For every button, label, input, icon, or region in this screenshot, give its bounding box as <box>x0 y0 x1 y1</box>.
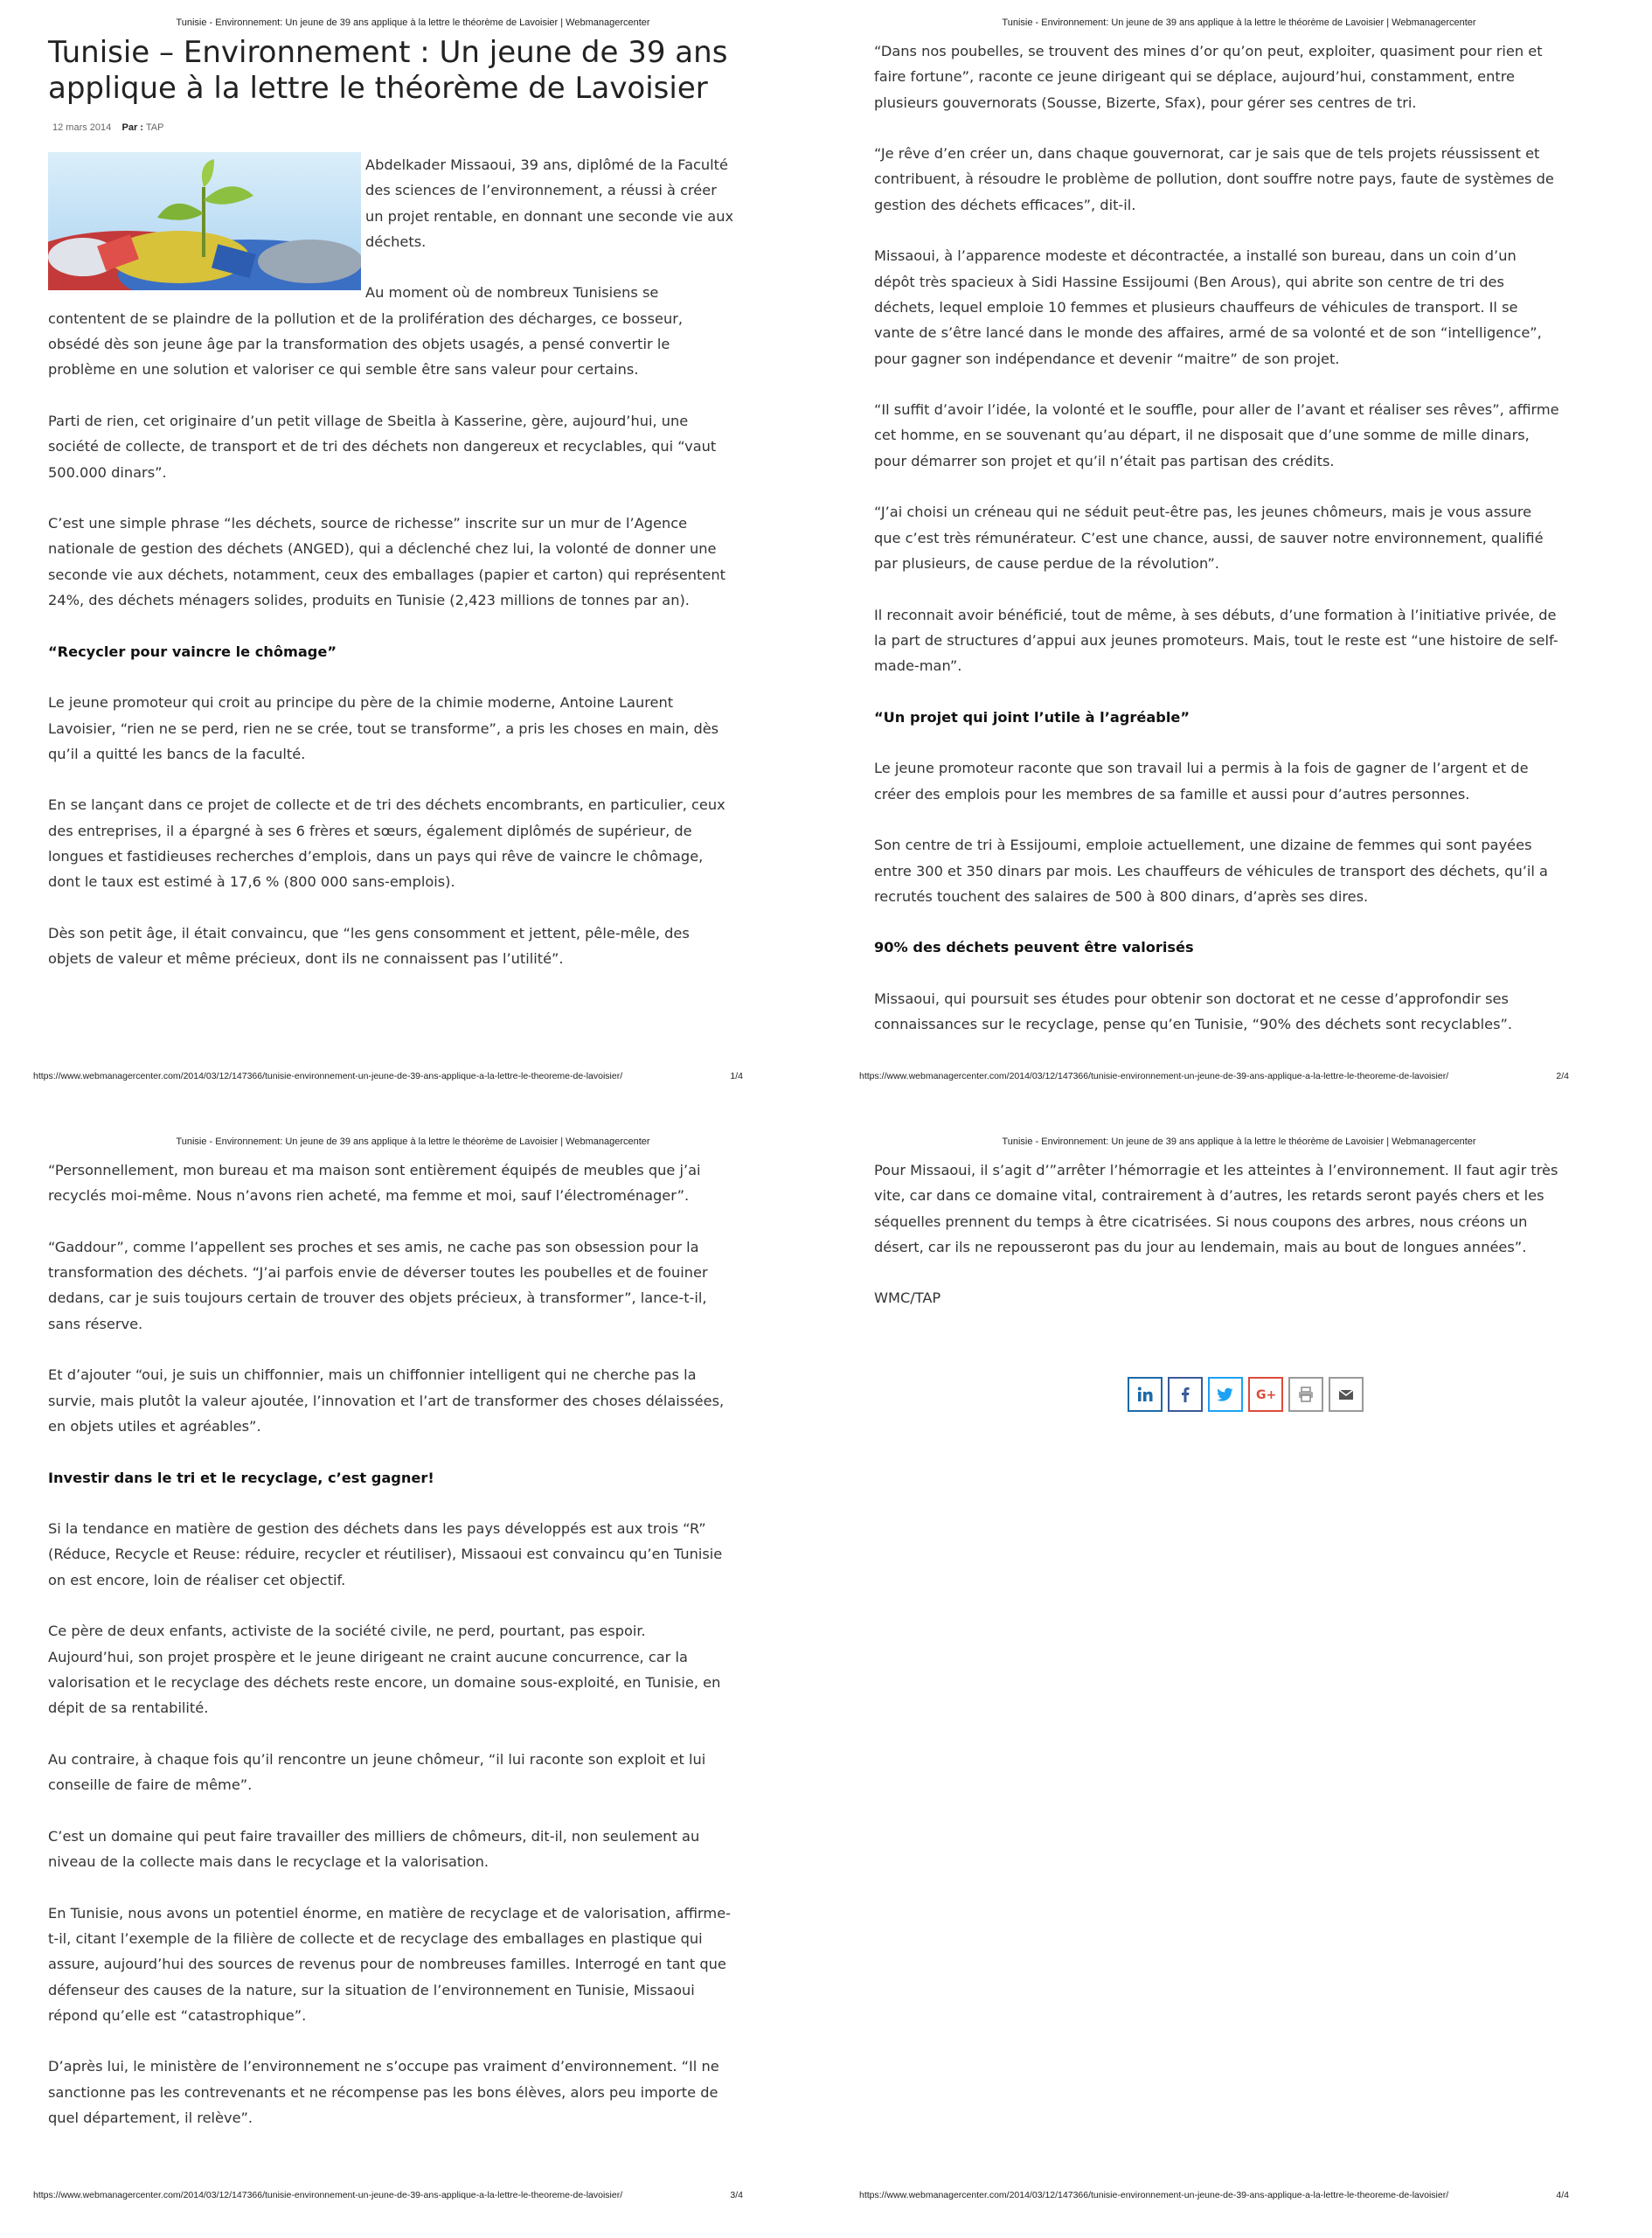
section-subheading: Investir dans le tri et le recyclage, c’est gagner! <box>48 1469 434 1486</box>
title-headline: Un jeune de 39 ans applique à la lettre le théorème de Lavoisier <box>48 35 728 106</box>
paragraph: En se lançant dans ce projet de collecte et de tri des déchets encombrants, en particulier, ceux des entreprises, il a épargné à ses 6 frères et sœurs, également diplômés de supérieur, de longues et fastidieuses recherches d’emplois, dans un pays qui rêve de vaincre le chômage, dont le taux est estimé à 17,6 % (800 000 sans-emplois). <box>48 796 725 891</box>
print-button[interactable] <box>1288 1377 1323 1412</box>
footer-url: https://www.webmanagercenter.com/2014/03/12/147366/tunisie-environnement-un-jeune-de-39-ans-applique-a-la-lettre-le-theoreme-de-lavoisier/ <box>859 1071 1449 1081</box>
googleplus-share-button[interactable] <box>1248 1377 1283 1412</box>
paragraph: Ce père de deux enfants, activiste de la société civile, ne perd, pourtant, pas espoir. Aujourd’hui, son projet prospère et le jeune dirigeant ne craint aucune concurrence, car la valorisation et le recyclage des déchets reste encore, un domaine sous-exploité, en Tunisie, en dépit de sa rentabilité. <box>48 1623 721 1717</box>
paragraph: Abdelkader Missaoui, 39 ans, diplômé de la Faculté des sciences de l’environnement, a réussi à créer un projet rentable, en donnant une seconde vie aux déchets. <box>365 156 734 250</box>
article-meta <box>52 122 163 133</box>
twitter-share-button[interactable] <box>1208 1377 1243 1412</box>
page-header: Tunisie - Environnement: Un jeune de 39 ans applique à la lettre le théorème de Lavoisier | Webmanagercenter <box>176 1136 650 1147</box>
paragraph: “Personnellement, mon bureau et ma maison sont entièrement équipés de meubles que j’ai recyclés moi-même. Nous n’avons rien acheté, ma femme et moi, sauf l’électroménager”. <box>48 1162 701 1205</box>
page-number: 3/4 <box>730 2190 743 2200</box>
article-body <box>874 1157 1560 1337</box>
paragraph: Le jeune promoteur raconte que son travail lui a permis à la fois de gagner de l’argent et de créer des emplois pour les membres de sa famille et aussi pour d’autres personnes. <box>874 760 1529 803</box>
page-3 <box>0 1119 826 2238</box>
article-photo <box>48 152 361 290</box>
section-subheading: “Recycler pour vaincre le chômage” <box>48 643 337 660</box>
paragraph: Dès son petit âge, il était convaincu, que “les gens consomment et jettent, pêle-mêle, des objets de valeur et même précieux, dont ils ne connaissent pas l’utilité”. <box>48 924 690 968</box>
article-date: 12 mars 2014 <box>52 122 112 133</box>
byline-label: Par : <box>121 122 143 133</box>
article-body <box>48 1157 734 2157</box>
plant-on-recycled-cans-image <box>48 152 361 290</box>
paragraph: C’est une simple phrase “les déchets, source de richesse” inscrite sur un mur de l’Agence nationale de gestion des déchets (ANGED), qui a déclenché chez lui, la volonté de donner une seconde vie aux déchets, notamment, ceux des emballages (papier et carton) qui représentent 24%, des déchets ménagers solides, produits en Tunisie (2,423 millions de tonnes par an). <box>48 515 725 609</box>
email-share-button[interactable] <box>1329 1377 1364 1412</box>
footer-url: https://www.webmanagercenter.com/2014/03/12/147366/tunisie-environnement-un-jeune-de-39-ans-applique-a-la-lettre-le-theoreme-de-lavoisier/ <box>33 2190 623 2200</box>
paragraph: D’après lui, le ministère de l’environnement ne s’occupe pas vraiment d’environnement. “Il ne sanctionne pas les contrevenants et ne récompense pas les bons élèves, alors peu importe de quel département, il relève”. <box>48 2058 719 2126</box>
envelope-icon <box>1337 1386 1355 1403</box>
paragraph: Parti de rien, cet originaire d’un petit village de Sbeitla à Kasserine, gère, aujourd’hui, une société de collecte, de transport et de tri des déchets non dangereux et recyclables, qui “vaut 500.000 dinars”. <box>48 412 717 481</box>
linkedin-icon <box>1136 1386 1154 1403</box>
share-bar <box>1128 1377 1364 1412</box>
title-separator: : <box>410 35 440 70</box>
byline-author: TAP <box>145 122 164 133</box>
article-title <box>48 35 747 107</box>
article-body <box>874 38 1560 1063</box>
page-number: 1/4 <box>730 1071 743 1081</box>
section-subheading: 90% des déchets peuvent être valorisés <box>874 939 1194 956</box>
page-header: Tunisie - Environnement: Un jeune de 39 ans applique à la lettre le théorème de Lavoisier | Webmanagercenter <box>1002 1136 1476 1147</box>
facebook-icon <box>1177 1386 1194 1403</box>
page-2 <box>826 0 1652 1119</box>
paragraph: C’est un domaine qui peut faire travailler des milliers de chômeurs, dit-il, non seulement au niveau de la collecte mais dans le recyclage et la valorisation. <box>48 1827 700 1871</box>
paragraph: Missaoui, qui poursuit ses études pour obtenir son doctorat et ne cesse d’approfondir ses connaissances sur le recyclage, pense qu’en Tunisie, “90% des déchets sont recyclables”. <box>874 990 1513 1033</box>
paragraph: Pour Missaoui, il s’agit d’”arrêter l’hémorragie et les atteintes à l’environnement. Il faut agir très vite, car dans ce domaine vital, contrairement à d’autres, les retards seront payés chers et les séquelles prennent du temps à être cicatrisées. Si nous coupons des arbres, nous créons un désert, car ils ne repousseront pas du jour au lendemain, mais au bout de longues années”. <box>874 1162 1558 1255</box>
linkedin-share-button[interactable] <box>1128 1377 1163 1412</box>
paragraph: “Je rêve d’en créer un, dans chaque gouvernorat, car je sais que de tels projets réussissent et contribuent, à résoudre le problème de pollution, dont souffre notre pays, faute de systèmes de gestion des déchets efficaces”, dit-il. <box>874 145 1554 213</box>
paragraph: “Il suffit d’avoir l’idée, la volonté et le souffle, pour aller de l’avant et réaliser ses rêves”, affirme cet homme, en se souvenant qu’au départ, il ne disposait que d’une somme de mille dinars, pour démarrer son projet et qu’il n’était pas partisan des crédits. <box>874 401 1559 469</box>
twitter-icon <box>1217 1386 1234 1403</box>
paragraph: Au contraire, à chaque fois qu’il rencontre un jeune chômeur, “il lui raconte son exploit et lui conseille de faire de même”. <box>48 1750 706 1794</box>
paragraph: Missaoui, à l’apparence modeste et décontractée, a installé son bureau, dans un coin d’un dépôt très spacieux à Sidi Hassine Essijoumi (Ben Arous), qui abrite son centre de tri des déchets, lequel emploie 10 femmes et plusieurs chauffeurs de véhicules de transport. Il se vante de s’être lancé dans le monde des affaires, armé de sa volonté et de son “intelligence”, pour gagner son indépendance et devenir “maitre” de son projet. <box>874 247 1542 367</box>
paragraph: Et d’ajouter “oui, je suis un chiffonnier, mais un chiffonnier intelligent qui ne cherche pas la survie, mais plutôt la valeur ajoutée, l’innovation et l’art de transformer des choses délaissées, en objets utiles et agréables”. <box>48 1366 725 1435</box>
paragraph: En Tunisie, nous avons un potentiel énorme, en matière de recyclage et de valorisation, affirme-t-il, citant l’exemple de la filière de collecte et de recyclage des emballages en plastique qui assure, aujourd’hui des sources de revenus pour de nombreuses familles. Interrogé en tant que défenseur des causes de la nature, sur la situation de l’environnement en Tunisie, Missaoui répond qu’elle est “catastrophique”. <box>48 1904 731 2024</box>
footer-url: https://www.webmanagercenter.com/2014/03/12/147366/tunisie-environnement-un-jeune-de-39-ans-applique-a-la-lettre-le-theoreme-de-lavoisier/ <box>859 2190 1449 2200</box>
page-number: 4/4 <box>1556 2190 1569 2200</box>
paragraph: “Dans nos poubelles, se trouvent des mines d’or qu’on peut, exploiter, quasiment pour rien et faire fortune”, raconte ce jeune dirigeant qui se déplace, aujourd’hui, constamment, entre plusieurs gouvernorats (Sousse, Bizerte, Sfax), pour gérer ses centres de tri. <box>874 43 1543 111</box>
svg-text:G+: G+ <box>1256 1388 1276 1402</box>
page-4 <box>826 1119 1652 2238</box>
page-number: 2/4 <box>1556 1071 1569 1081</box>
paragraph: Il reconnait avoir bénéficié, tout de même, à ses débuts, d’une formation à l’initiative privée, de la part de structures d’appui aux jeunes promoteurs. Mais, tout le reste est “une histoire de self-made-man”. <box>874 606 1558 675</box>
page-header: Tunisie - Environnement: Un jeune de 39 ans applique à la lettre le théorème de Lavoisier | Webmanagercenter <box>176 17 650 28</box>
paragraph: Son centre de tri à Essijoumi, emploie actuellement, une dizaine de femmes qui sont payées entre 300 et 350 dinars par mois. Les chauffeurs de véhicules de transport des déchets, qu’il a recrutés touchent des salaires de 500 à 800 dinars, d’après ses dires. <box>874 837 1548 905</box>
paragraph: Si la tendance en matière de gestion des déchets dans les pays développés est aux trois “R” (Réduce, Recycle et Reuse: réduire, recycler et réutiliser), Missaoui est convaincu qu’en Tunisie on est encore, loin de réaliser cet objectif. <box>48 1520 723 1588</box>
page-header: Tunisie - Environnement: Un jeune de 39 ans applique à la lettre le théorème de Lavoisier | Webmanagercenter <box>1002 17 1476 28</box>
page-1 <box>0 0 826 1119</box>
google-plus-icon <box>1255 1386 1276 1403</box>
paragraph: Le jeune promoteur qui croit au principe du père de la chimie moderne, Antoine Laurent Lavoisier, “rien ne se perd, rien ne se crée, tout se transforme”, a pris les choses en main, dès qu’il a quitté les bancs de la faculté. <box>48 694 719 762</box>
facebook-share-button[interactable] <box>1168 1377 1203 1412</box>
printer-icon <box>1297 1386 1315 1403</box>
section-subheading: “Un projet qui joint l’utile à l’agréable” <box>874 708 1190 726</box>
paragraph: “Gaddour”, comme l’appellent ses proches et ses amis, ne cache pas son obsession pour la transformation des déchets. “J’ai parfois envie de déverser toutes les poubelles et de fouiner dedans, car je suis toujours certain de trouver des objets précieux, à transformer”, lance-t-il, sans réserve. <box>48 1238 708 1332</box>
footer-url: https://www.webmanagercenter.com/2014/03/12/147366/tunisie-environnement-un-jeune-de-39-ans-applique-a-la-lettre-le-theoreme-de-lavoisier/ <box>33 1071 623 1081</box>
article-body <box>48 152 734 997</box>
article-source: WMC/TAP <box>874 1289 941 1307</box>
title-category: Tunisie – Environnement <box>48 35 411 70</box>
paragraph: “J’ai choisi un créneau qui ne séduit peut-être pas, les jeunes chômeurs, mais je vous assure que c’est très rémunérateur. C’est une chance, aussi, de sauver notre environnement, qualifié par plusieurs, de cause perdue de la révolution”. <box>874 504 1544 572</box>
paragraph: Au moment où de nombreux Tunisiens se contentent de se plaindre de la pollution et de la prolifération des décharges, ce bosseur, obsédé dès son jeune âge par la transformation des objets usagés, a pensé convertir le problème en une solution et valoriser ce qui semble être sans valeur pour certains. <box>48 284 684 379</box>
